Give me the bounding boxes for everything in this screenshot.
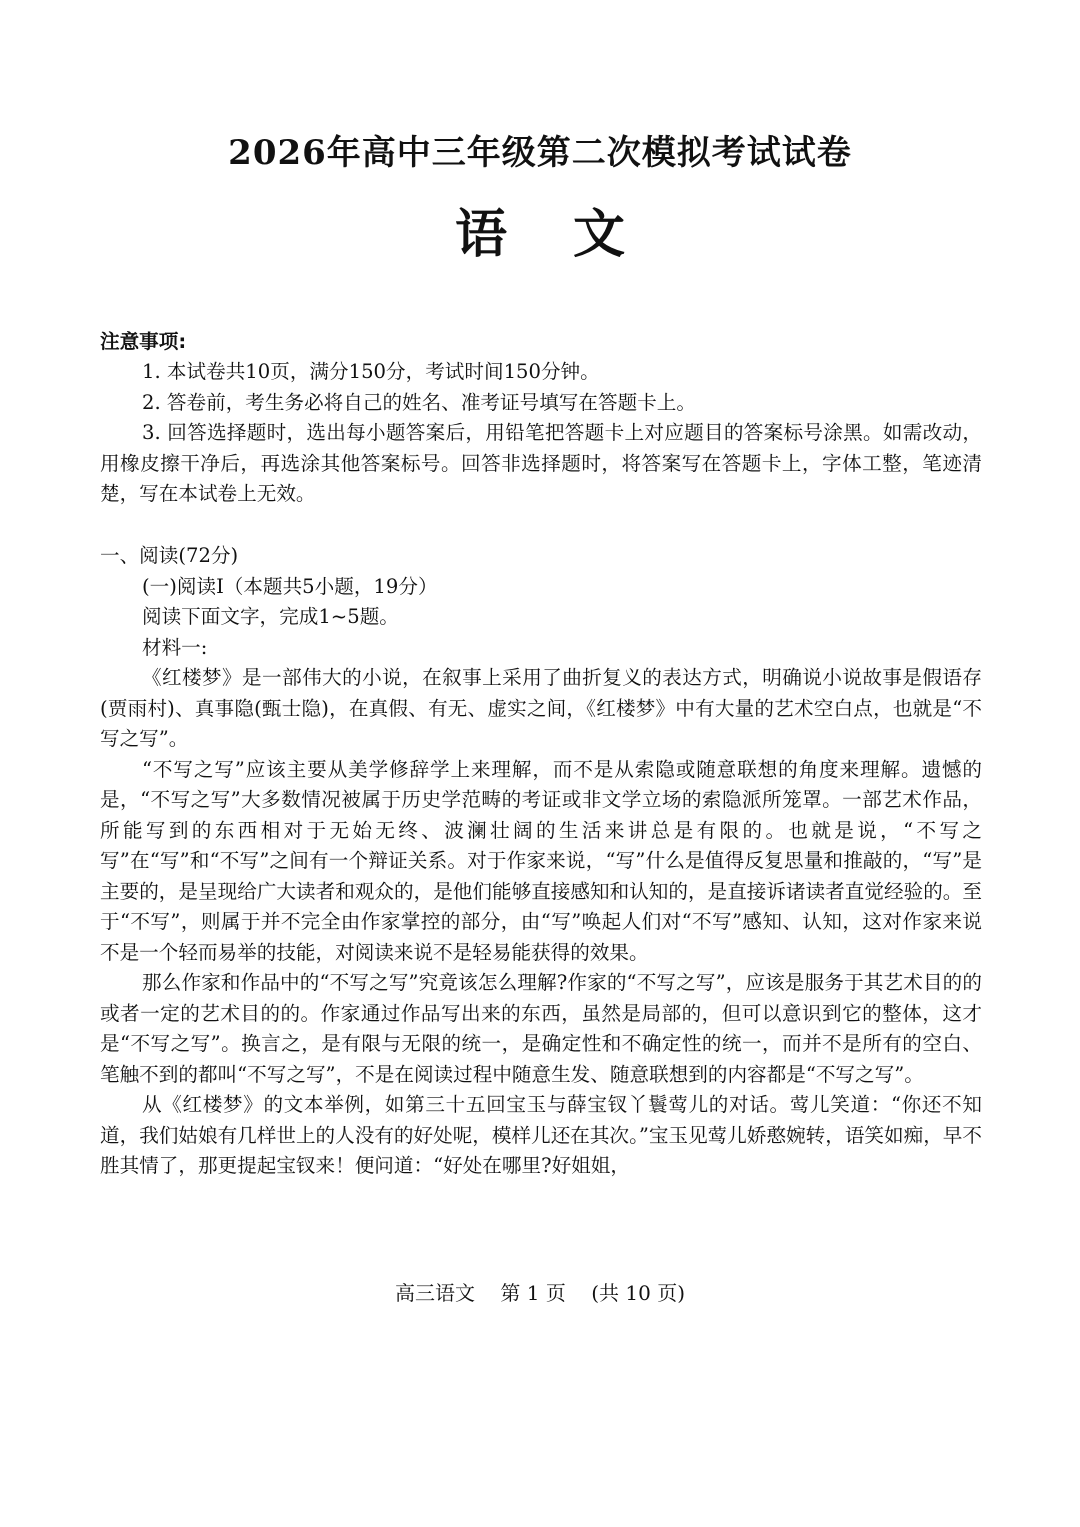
section-instruction: 阅读下面文字，完成1~5题。 xyxy=(142,605,399,628)
notice-item: 3. 回答选择题时，选出每小题答案后，用铅笔把答题卡上对应题目的答案标号涂黑。如需改动，用橡皮擦干净后，再选涂其他答案标号。回答非选择题时，将答案写在答题卡上，字体工整，笔迹清楚，写在本试卷上无效。 xyxy=(100,421,982,505)
section-block xyxy=(100,541,982,663)
passage-paragraph: 那么作家和作品中的“不写之写”究竟该怎么理解?作家的“不写之写”，应该是服务于其艺术目的的或者一定的艺术目的的。作家通过作品写出来的东西，虽然是局部的，但可以意识到它的整体，这才是“不写之写”。换言之，是有限与无限的统一，是确定性和不确定性的统一，而并不是所有的空白、笔触不到的都叫“不写之写”，不是在阅读过程中随意生发、随意联想到的内容都是“不写之写”。 xyxy=(100,971,982,1086)
passage-paragraph: 《红楼梦》是一部伟大的小说，在叙事上采用了曲折复义的表达方式，明确说小说故事是假语存(贾雨村)、真事隐(甄士隐)，在真假、有无、虚实之间，《红楼梦》中有大量的艺术空白点，也就是“不写之写”。 xyxy=(100,666,982,750)
material-label: 材料一: xyxy=(142,635,208,659)
passage-paragraph: “不写之写”应该主要从美学修辞学上来理解，而不是从索隐或随意联想的角度来理解。遗憾的是，“不写之写”大多数情况被属于历史学范畴的考证或非文学立场的索隐派所笼罩。一部艺术作品，所能写到的东西相对于无始无终、波澜壮阔的生活来讲总是有限的。也就是说，“不写之写”在“写”和“不写”之间有一个辩证关系。对于作家来说，“写”什么是值得反复思量和推敲的，“写”是主要的，是呈现给广大读者和观众的，是他们能够直接感知和认知的，是直接诉诸读者直觉经验的。至于“不写”，则属于并不完全由作家掌控的部分，由“写”唤起人们对“不写”感知、认知，这对作家来说不是一个轻而易举的技能，对阅读来说不是轻易能获得的效果。 xyxy=(100,757,982,964)
notice-heading: 注意事项: xyxy=(100,330,187,353)
reading-passage xyxy=(100,663,982,1182)
passage-paragraph: 从《红楼梦》的文本举例，如第三十五回宝玉与薛宝钗丫鬟莺儿的对话。莺儿笑道：“你还不知道，我们姑娘有几样世上的人没有的好处呢，模样儿还在其次。”宝玉见莺儿娇憨婉转，语笑如痴，早不胜其情了，那更提起宝钗来！便问道：“好处在哪里?好姐姐， xyxy=(100,1093,982,1177)
page-footer: 高三语文 第 1 页 (共 10 页) xyxy=(394,1281,686,1305)
section-subtitle: (一)阅读Ⅰ（本题共5小题，19分） xyxy=(142,574,438,598)
subject-title: 语文 xyxy=(454,204,691,265)
section-title: 一、阅读(72分) xyxy=(100,544,239,567)
notice-item: 2. 答卷前，考生务必将自己的姓名、准考证号填写在答题卡上。 xyxy=(142,390,696,414)
notice-item: 1. 本试卷共10页，满分150分，考试时间150分钟。 xyxy=(142,360,600,383)
exam-title: 2026年高中三年级第二次模拟考试试卷 xyxy=(228,133,852,173)
notice-list xyxy=(100,357,982,510)
